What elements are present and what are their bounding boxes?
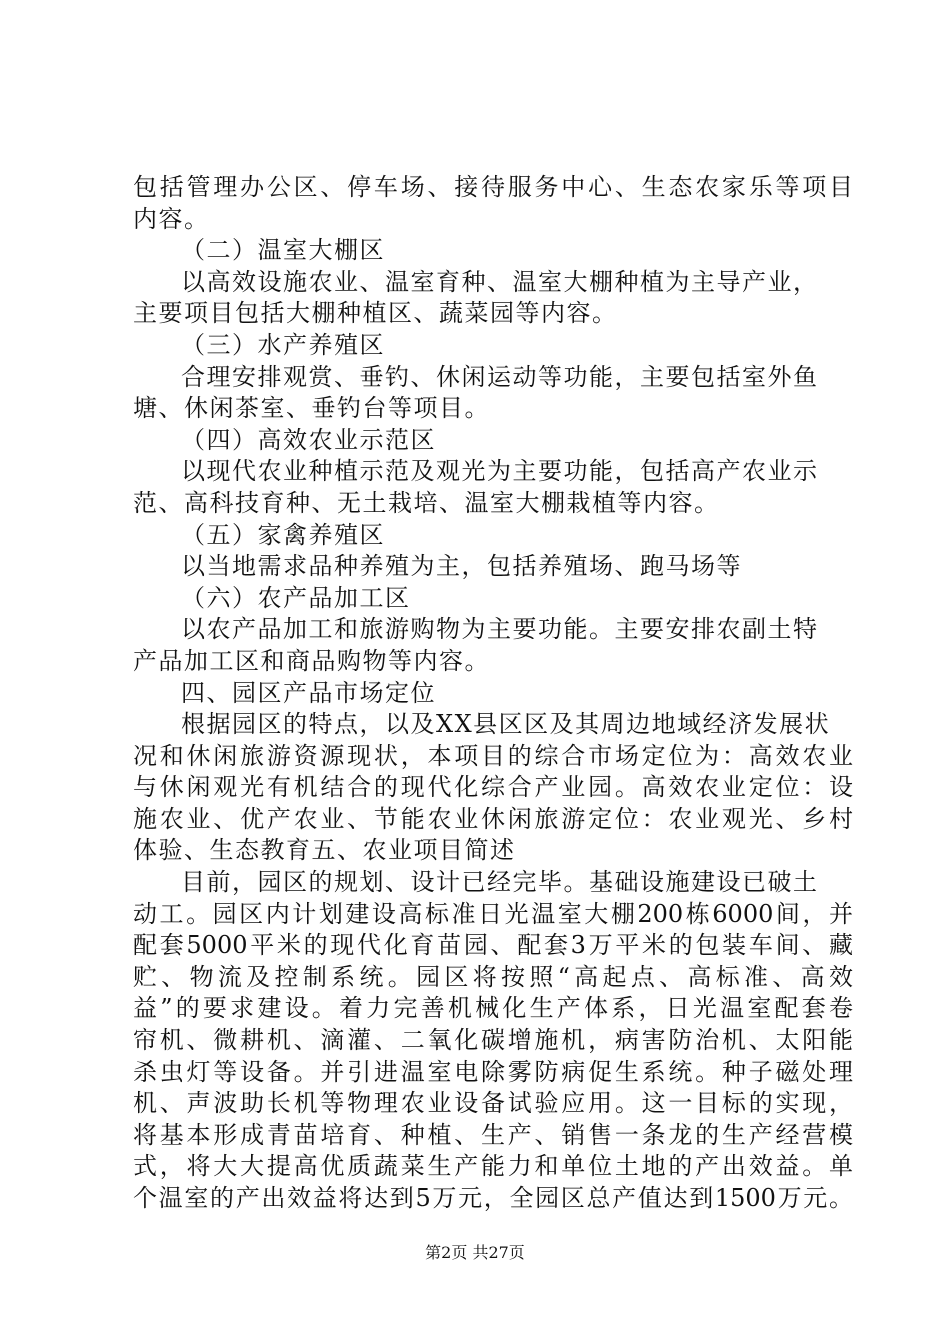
paragraph-line: 以农产品加工和旅游购物为主要功能。主要安排农副土特 [181,615,819,644]
section-heading: （二）温室大棚区 [181,236,385,265]
section-heading: （三）水产养殖区 [181,330,385,359]
paragraph-line: 机、声波助长机等物理农业设备试验应用。这一目标的实现， [133,1089,853,1118]
paragraph-line: 个温室的产出效益将达到5万元，全园区总产值达到1500万元。 [133,1184,853,1212]
section-heading: （五）家禽养殖区 [181,520,385,549]
paragraph-line: 帘机、微耕机、滴灌、二氧化碳增施机，病害防治机、太阳能 [133,1026,853,1055]
section-heading: （六）农产品加工区 [181,583,411,612]
paragraph-line: 益”的要求建设。着力完善机械化生产体系，日光温室配套卷 [133,994,853,1023]
section-heading: 四、园区产品市场定位 [181,678,436,707]
paragraph-line: 主要项目包括大棚种植区、蔬菜园等内容。 [133,299,618,328]
paragraph-line: 贮、物流及控制系统。园区将按照“高起点、高标准、高效 [133,962,853,991]
paragraph-line: 以高效设施农业、温室育种、温室大棚种植为主导产业， [181,267,819,296]
paragraph-line: 与休闲观光有机结合的现代化综合产业园。高效农业定位：设 [133,773,853,802]
paragraph-line: 以当地需求品种养殖为主，包括养殖场、跑马场等 [181,552,742,581]
paragraph-line: 以现代农业种植示范及观光为主要功能，包括高产农业示 [181,457,819,486]
paragraph-line: 包括管理办公区、停车场、接待服务中心、生态农家乐等项目 [133,173,853,201]
paragraph-line: 目前，园区的规划、设计已经完毕。基础设施建设已破土 [181,868,819,897]
paragraph-line: 施农业、优产农业、节能农业休闲旅游定位：农业观光、乡村 [133,804,853,833]
paragraph-line: 范、高科技育种、无土栽培、温室大棚栽植等内容。 [133,488,720,517]
paragraph-line: 况和休闲旅游资源现状，本项目的综合市场定位为：高效农业 [133,741,853,770]
document-body [133,172,853,1215]
paragraph-line: 将基本形成青苗培育、种植、生产、销售一条龙的生产经营模 [133,1120,853,1149]
paragraph-line: 式，将大大提高优质蔬菜生产能力和单位土地的产出效益。单 [133,1152,853,1181]
paragraph-line: 内容。 [133,204,210,233]
paragraph-line: 杀虫灯等设备。并引进温室电除雾防病促生系统。种子磁处理 [133,1057,853,1086]
paragraph-line: 配套5000平米的现代化育苗园、配套3万平米的包装车间、藏 [133,931,853,960]
paragraph-line: 根据园区的特点，以及XX县区区及其周边地域经济发展状 [181,710,831,739]
paragraph-line: 合理安排观赏、垂钓、休闲运动等功能，主要包括室外鱼 [181,362,819,391]
paragraph-line: 产品加工区和商品购物等内容。 [133,646,490,675]
page-number-footer: 第2页 共27页 [425,1243,525,1262]
paragraph-line: 体验、生态教育五、农业项目简述 [133,836,516,865]
section-heading: （四）高效农业示范区 [181,425,436,454]
paragraph-line: 塘、休闲茶室、垂钓台等项目。 [133,394,490,423]
paragraph-line: 动工。园区内计划建设高标准日光温室大棚200栋6000间，并 [133,899,853,928]
